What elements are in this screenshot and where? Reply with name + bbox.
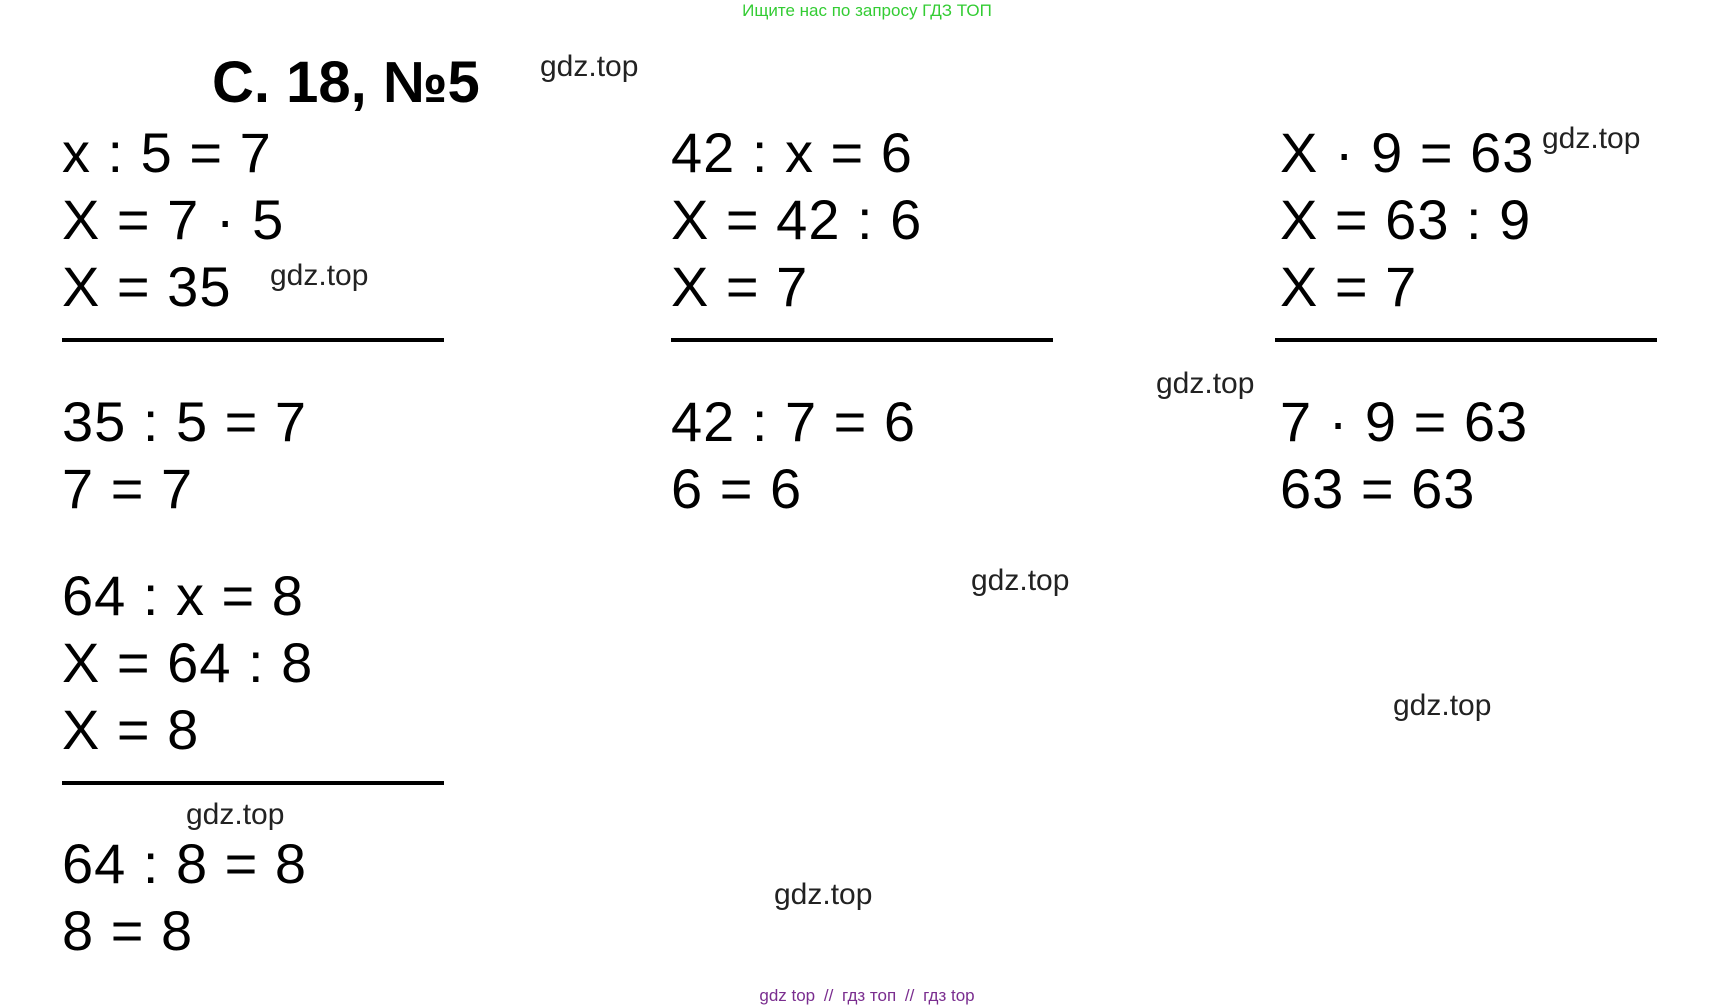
solution-line: X = 7 (1280, 255, 1418, 318)
solution-line: X · 9 = 63 (1280, 121, 1535, 184)
footer-link[interactable]: гдз top (923, 986, 975, 1005)
watermark-text: gdz.top (540, 50, 639, 83)
solution-line: X = 7 (671, 255, 809, 318)
watermark-text: gdz.top (1542, 122, 1641, 155)
watermark-text: gdz.top (774, 878, 873, 911)
divider-rule (1275, 338, 1657, 342)
check-line: 7 = 7 (62, 457, 194, 520)
solution-line: X = 8 (62, 698, 200, 761)
solution-line: X = 42 : 6 (671, 188, 923, 251)
check-line: 6 = 6 (671, 457, 803, 520)
page-title: С. 18, №5 (212, 50, 480, 115)
check-line: 64 : 8 = 8 (62, 832, 308, 895)
watermark-text: gdz.top (270, 259, 369, 292)
solution-line: x : 5 = 7 (62, 121, 272, 184)
footer-separator: // (823, 986, 834, 1005)
solution-line: X = 63 : 9 (1280, 188, 1532, 251)
watermark-text: gdz.top (186, 798, 285, 831)
divider-rule (62, 338, 444, 342)
footer-link[interactable]: gdz top (759, 986, 816, 1005)
check-line: 35 : 5 = 7 (62, 390, 308, 453)
solution-line: X = 35 (62, 255, 232, 318)
solution-line: X = 64 : 8 (62, 631, 314, 694)
watermark-text: gdz.top (971, 564, 1070, 597)
solution-line: X = 7 · 5 (62, 188, 285, 251)
check-line: 8 = 8 (62, 899, 194, 962)
divider-rule (62, 781, 444, 785)
solution-line: 42 : x = 6 (671, 121, 913, 184)
top-banner: Ищите нас по запросу ГДЗ ТОП (742, 1, 992, 20)
solution-line: 64 : x = 8 (62, 564, 304, 627)
watermark-text: gdz.top (1393, 689, 1492, 722)
footer-links (0, 986, 1734, 1006)
check-line: 7 · 9 = 63 (1280, 390, 1529, 453)
footer-link[interactable]: гдз топ (842, 986, 897, 1005)
footer-separator: // (904, 986, 915, 1005)
watermark-text: gdz.top (1156, 367, 1255, 400)
check-line: 63 = 63 (1280, 457, 1476, 520)
check-line: 42 : 7 = 6 (671, 390, 917, 453)
divider-rule (671, 338, 1053, 342)
